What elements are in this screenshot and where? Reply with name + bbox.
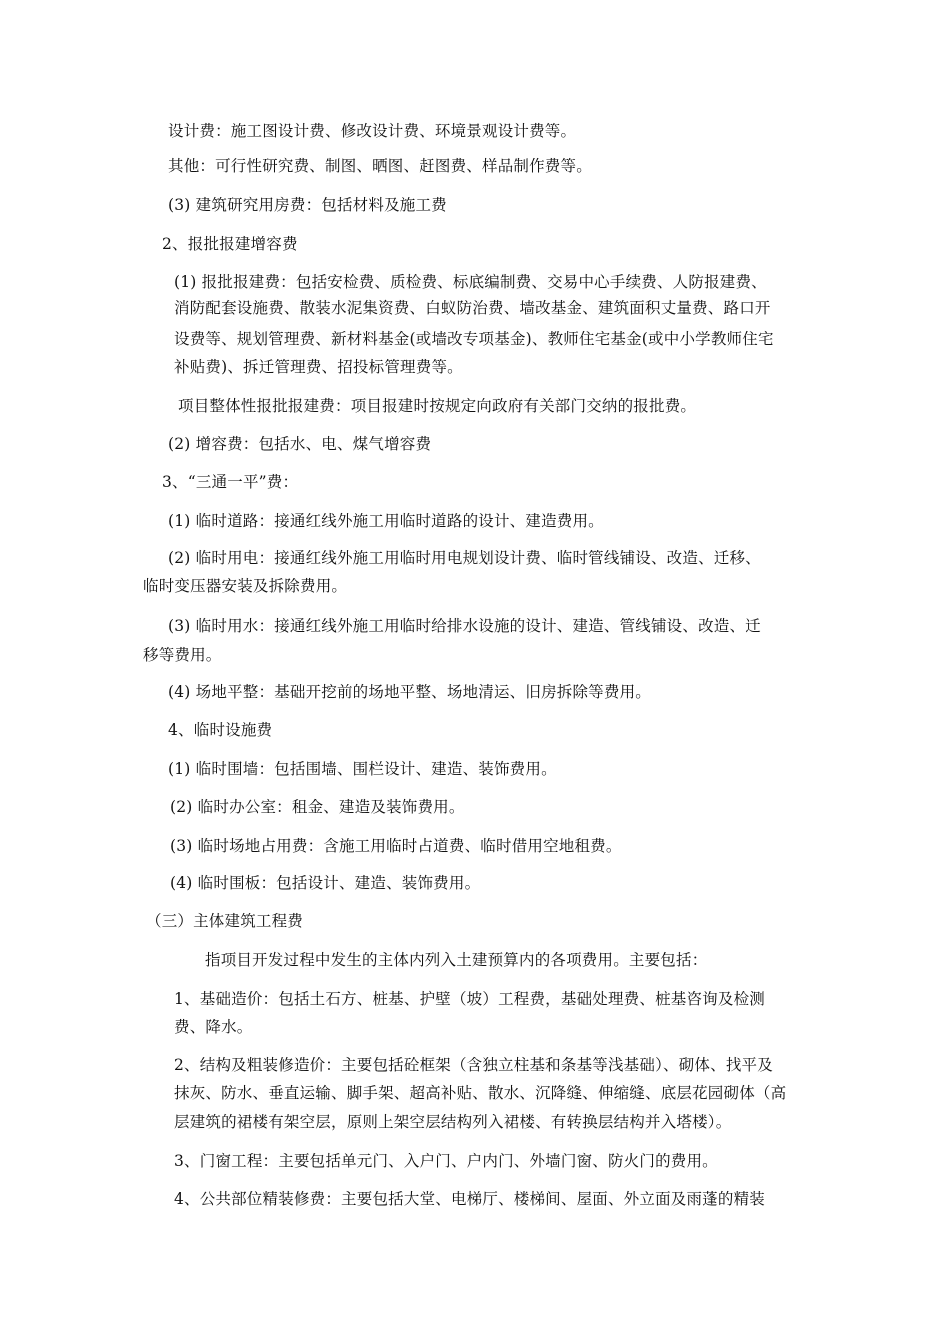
text-line-design-fee: 设计费：施工图设计费、修改设计费、环境景观设计费等。 (168, 122, 577, 140)
text-line-site-leveling: (4) 场地平整：基础开挖前的场地平整、场地清运、旧房拆除等费用。 (168, 683, 651, 701)
text-line-approval-fee-1: (1) 报批报建费：包括安检费、质检费、标底编制费、交易中心手续费、人防报建费、 (174, 273, 767, 291)
text-line-temp-hoarding: (4) 临时围板：包括设计、建造、装饰费用。 (170, 874, 481, 892)
text-line-approval-fee-4: 补贴费)、拆迁管理费、招投标管理费等。 (174, 358, 463, 376)
text-line-overall-approval-fee: 项目整体性报批报建费：项目报建时按规定向政府有关部门交纳的报批费。 (178, 397, 697, 415)
text-line-temp-site-occupation: (3) 临时场地占用费：含施工用临时占道费、临时借用空地租费。 (170, 837, 622, 855)
text-line-doors-windows: 3、门窗工程：主要包括单元门、入户门、户内门、外墙门窗、防火门的费用。 (174, 1152, 718, 1170)
text-line-temp-water-1: (3) 临时用水：接通红线外施工用临时给排水设施的设计、建造、管线铺设、改造、迁 (168, 617, 761, 635)
text-line-foundation-cost-2: 费、降水。 (174, 1018, 253, 1036)
heading-temp-facilities: 4、临时设施费 (168, 721, 273, 739)
text-line-structure-cost-2: 抹灰、防水、垂直运输、脚手架、超高补贴、散水、沉降缝、伸缩缝、底层花园砌体（高 (174, 1084, 787, 1102)
heading-approval-fee: 2、报批报建增容费 (162, 235, 298, 253)
text-line-temp-office: (2) 临时办公室：租金、建造及装饰费用。 (170, 798, 465, 816)
text-line-main-construction-intro: 指项目开发过程中发生的主体内列入土建预算内的各项费用。主要包括： (205, 951, 708, 969)
text-line-other-fee: 其他：可行性研究费、制图、晒图、赶图费、样品制作费等。 (168, 157, 592, 175)
text-line-capacity-fee: (2) 增容费：包括水、电、煤气增容费 (168, 435, 432, 453)
text-line-temp-wall: (1) 临时围墙：包括围墙、围栏设计、建造、装饰费用。 (168, 760, 557, 778)
text-line-foundation-cost-1: 1、基础造价：包括土石方、桩基、护壁（坡）工程费，基础处理费、桩基咨询及检测 (174, 990, 765, 1008)
text-line-approval-fee-3: 设费等、规划管理费、新材料基金(或墙改专项基金)、教师住宅基金(或中小学教师住宅 (174, 330, 774, 348)
heading-main-construction-fee: （三）主体建筑工程费 (146, 912, 304, 930)
text-line-research-building-fee: (3) 建筑研究用房费：包括材料及施工费 (168, 196, 447, 214)
text-line-structure-cost-1: 2、结构及粗装修造价：主要包括砼框架（含独立柱基和条基等浅基础）、砌体、找平及 (174, 1056, 773, 1074)
text-line-temp-power-2: 临时变压器安装及拆除费用。 (143, 577, 348, 595)
text-line-temp-road: (1) 临时道路：接通红线外施工用临时道路的设计、建造费用。 (168, 512, 604, 530)
text-line-public-area-finishing: 4、公共部位精装修费：主要包括大堂、电梯厅、楼梯间、屋面、外立面及雨蓬的精装 (174, 1190, 765, 1208)
text-line-temp-water-2: 移等费用。 (143, 646, 222, 664)
text-line-structure-cost-3: 层建筑的裙楼有架空层，原则上架空层结构列入裙楼、有转换层结构并入塔楼）。 (174, 1113, 732, 1131)
text-line-temp-power-1: (2) 临时用电：接通红线外施工用临时用电规划设计费、临时管线铺设、改造、迁移、 (168, 549, 761, 567)
heading-three-connections: 3、“三通一平”费： (162, 473, 299, 491)
text-line-approval-fee-2: 消防配套设施费、散装水泥集资费、白蚁防治费、墙改基金、建筑面积丈量费、路口开 (174, 299, 771, 317)
